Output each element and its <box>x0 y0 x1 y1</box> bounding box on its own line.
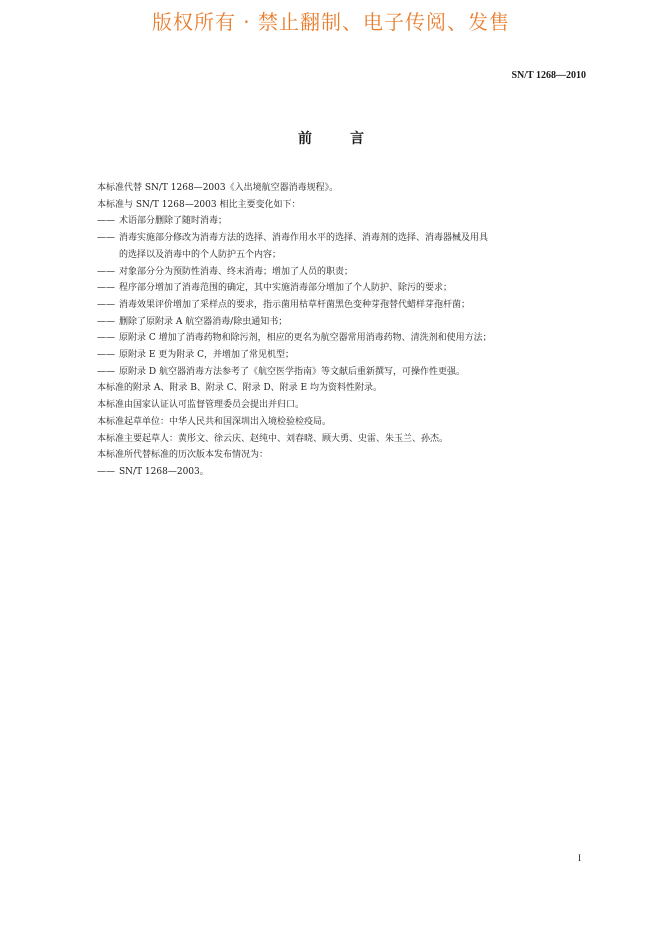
line-text: 程序部分增加了消毒范围的确定，其中实施消毒部分增加了个人防护、除污的要求； <box>119 283 453 294</box>
dash-marker: —— <box>97 350 115 361</box>
line-text: SN/T 1268—2003。 <box>119 466 209 477</box>
list-item <box>97 330 597 347</box>
line-text: 本标准与 SN/T 1268—2003 相比主要变化如下： <box>97 199 301 210</box>
dash-marker: —— <box>97 316 115 327</box>
standard-code: SN/T 1268—2010 <box>511 70 586 81</box>
line-text: 消毒实施部分修改为消毒方法的选择、消毒作用水平的选择、消毒剂的选择、消毒器械及用具 <box>119 233 489 244</box>
line-text: 消毒效果评价增加了采样点的要求，指示菌用枯草杆菌黑色变种芽孢替代蜡样芽孢杆菌； <box>119 299 471 310</box>
line-text: 删除了原附录 A 航空器消毒/除虫通知书； <box>119 316 288 327</box>
line-text: 原附录 E 更为附录 C，并增加了常见机型； <box>119 350 295 361</box>
list-item <box>97 464 597 481</box>
line-text: 原附录 D 航空器消毒方法参考了《航空医学指南》等文献后重新撰写，可操作性更强。 <box>119 366 465 377</box>
dash-marker: —— <box>97 266 115 277</box>
list-item <box>97 314 597 331</box>
line-text: 本标准的附录 A、附录 B、附录 C、附录 D、附录 E 均为资料性附录。 <box>97 383 382 394</box>
line-text: 本标准起草单位：中华人民共和国深圳出入境检验检疫局。 <box>97 416 332 427</box>
paragraph <box>97 180 597 197</box>
paragraph <box>97 414 597 431</box>
preface-body <box>97 180 597 481</box>
dash-marker: —— <box>97 466 115 477</box>
list-item <box>97 280 597 297</box>
paragraph <box>97 380 597 397</box>
dash-marker: —— <box>97 333 115 344</box>
line-text: 本标准代替 SN/T 1268—2003《入出境航空器消毒规程》。 <box>97 183 339 193</box>
page-title: 前言 <box>298 131 402 147</box>
dash-marker: —— <box>97 233 115 244</box>
line-text: 本标准所代替标准的历次版本发布情况为： <box>97 450 269 461</box>
line-text: 本标准主要起草人：黄彤文、徐云庆、赵纯中、刘春晓、顾大勇、史雷、朱玉兰、孙杰。 <box>97 433 449 444</box>
dash-marker: —— <box>97 216 115 227</box>
list-item <box>97 213 597 230</box>
dash-marker: —— <box>97 299 115 310</box>
watermark-banner: 版权所有 · 禁止翻制、电子传阅、发售 <box>151 10 511 34</box>
line-text: 本标准由国家认证认可监督管理委员会提出并归口。 <box>97 400 305 411</box>
paragraph <box>97 447 597 464</box>
list-item <box>97 347 597 364</box>
paragraph <box>97 431 597 448</box>
paragraph <box>97 197 597 214</box>
list-item <box>97 230 597 247</box>
list-item <box>97 264 597 281</box>
dash-marker: —— <box>97 366 115 377</box>
page-number: I <box>578 853 581 863</box>
dash-marker: —— <box>97 283 115 294</box>
line-text: 术语部分删除了随时消毒； <box>119 216 228 227</box>
list-item <box>97 364 597 381</box>
line-text: 原附录 C 增加了消毒药物和除污剂，相应的更名为航空器常用消毒药物、清洗剂和使用方法； <box>119 333 492 344</box>
paragraph <box>97 397 597 414</box>
list-item-continuation <box>97 247 597 264</box>
list-item <box>97 297 597 314</box>
line-text: 对象部分分为预防性消毒、终末消毒；增加了人员的职责； <box>119 266 354 277</box>
line-text: 的选择以及消毒中的个人防护五个内容； <box>119 249 282 260</box>
